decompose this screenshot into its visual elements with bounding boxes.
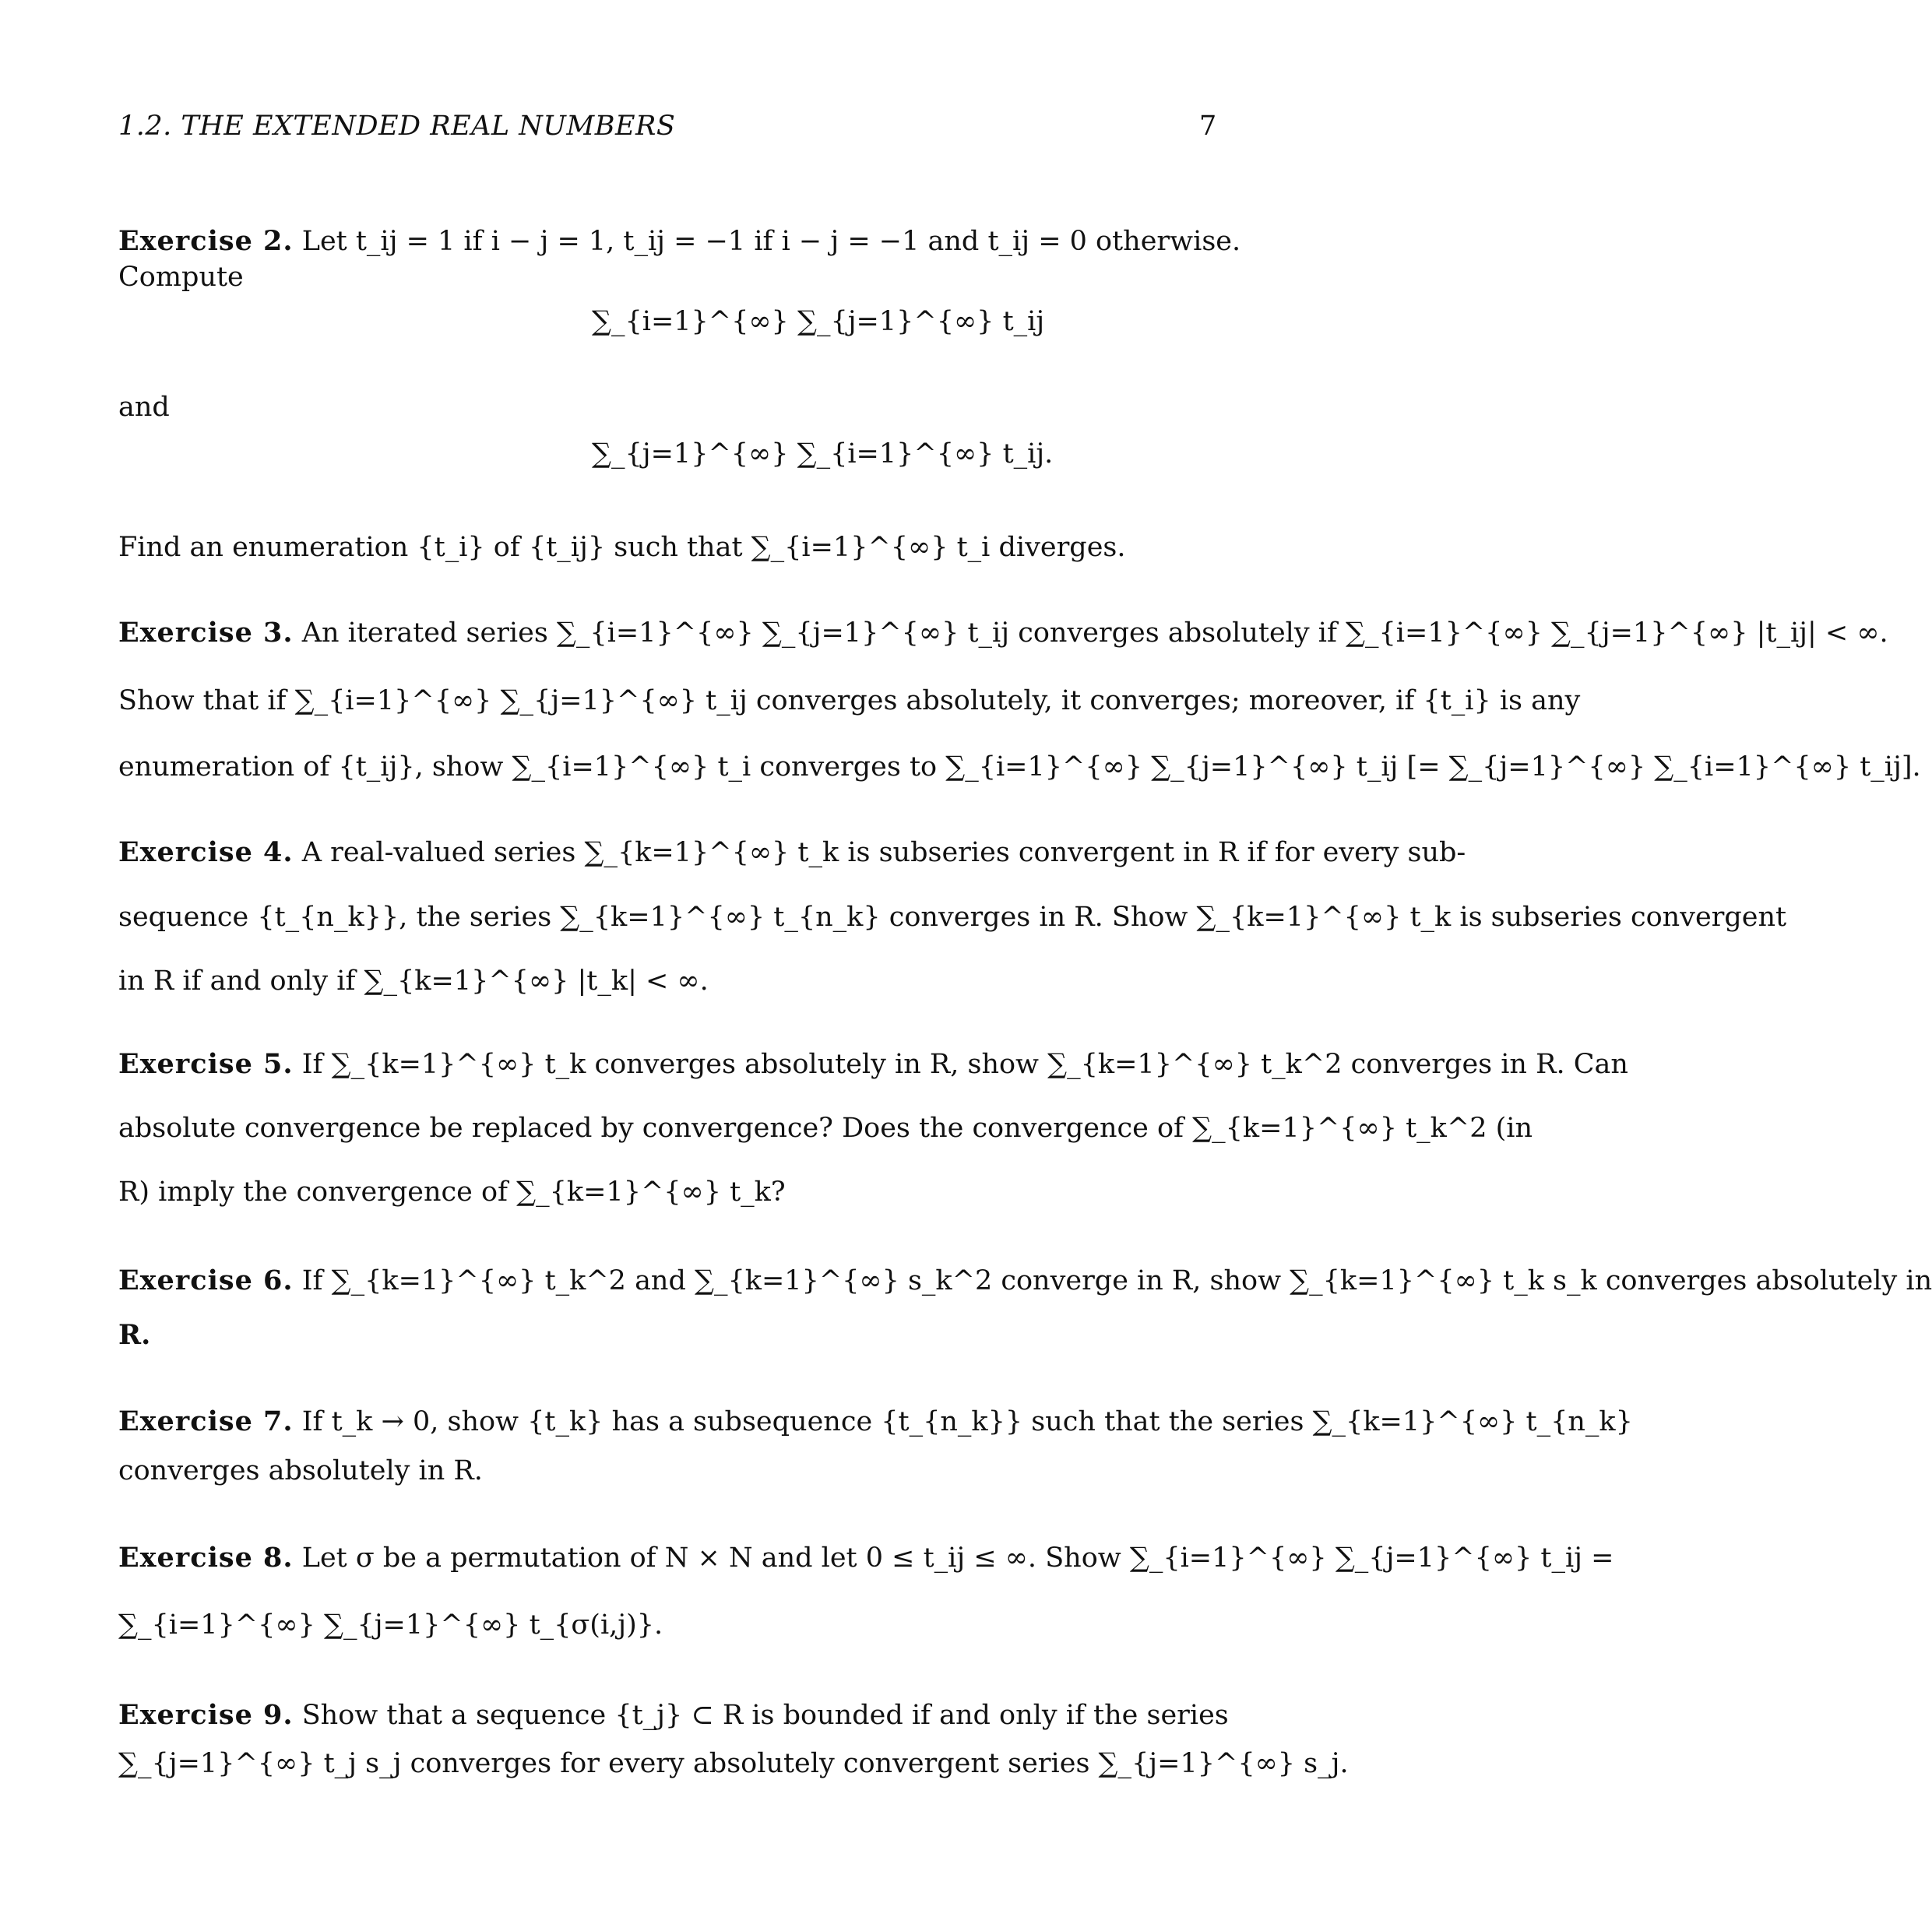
exercise-6-line-2: R. [118, 1319, 151, 1351]
running-header: 1.2. THE EXTENDED REAL NUMBERS [118, 111, 676, 142]
exercise-4-text-1: A real-valued series ∑_{k=1}^{∞} t_k is subseries convergent in R if for every sub- [301, 837, 1466, 868]
exercise-2-text-1: Let t_ij = 1 if i − j = 1, t_ij = −1 if i − j = −1 and t_ij = 0 otherwise. [301, 226, 1241, 257]
exercise-4-line-3: in R if and only if ∑_{k=1}^{∞} |t_k| < ∞. [118, 966, 709, 997]
exercise-3-line-1 [118, 615, 1888, 651]
exercise-7-label: Exercise 7. [118, 1405, 294, 1437]
exercise-2-line-3: Find an enumeration {t_i} of {t_ij} such that ∑_{i=1}^{∞} t_i diverges. [118, 532, 1126, 563]
exercise-6-text-1: If ∑_{k=1}^{∞} t_k^2 and ∑_{k=1}^{∞} s_k^2 converge in R, show ∑_{k=1}^{∞} t_k s_k converges absolutely in [301, 1265, 1932, 1296]
exercise-4-line-1 [118, 835, 1466, 871]
exercise-2-and: and [118, 392, 170, 423]
exercise-4-line-2: sequence {t_{n_k}}, the series ∑_{k=1}^{∞} t_{n_k} converges in R. Show ∑_{k=1}^{∞} t_k is subseries convergent [118, 902, 1787, 933]
exercise-2-line-1 [118, 223, 1241, 259]
exercise-7-text-1: If t_k → 0, show {t_k} has a subsequence {t_{n_k}} such that the series ∑_{k=1}^{∞} t_{n_k} [301, 1406, 1633, 1437]
exercise-3-line-3: enumeration of {t_ij}, show ∑_{i=1}^{∞} t_i converges to ∑_{i=1}^{∞} ∑_{j=1}^{∞} t_ij [= ∑_{j=1}^{∞} ∑_{i=1}^{∞} t_ij]. [118, 751, 1921, 783]
exercise-9-text-1: Show that a sequence {t_j} ⊂ R is bounded if and only if the series [301, 1700, 1229, 1731]
exercise-8-line-1 [118, 1540, 1614, 1576]
exercise-9-line-1 [118, 1697, 1229, 1733]
exercise-8-label: Exercise 8. [118, 1542, 294, 1574]
exercise-7-line-1 [118, 1404, 1633, 1440]
exercise-5-line-2: absolute convergence be replaced by convergence? Does the convergence of ∑_{k=1}^{∞} t_k^2 (in [118, 1113, 1533, 1144]
exercise-2-display-1: ∑_{i=1}^{∞} ∑_{j=1}^{∞} t_ij [592, 306, 1045, 337]
exercise-3-text-1: An iterated series ∑_{i=1}^{∞} ∑_{j=1}^{∞} t_ij converges absolutely if ∑_{i=1}^{∞} ∑_{j=1}^{∞} |t_ij| < ∞. [301, 617, 1888, 649]
exercise-3-label: Exercise 3. [118, 617, 294, 649]
exercise-8-line-2: ∑_{i=1}^{∞} ∑_{j=1}^{∞} t_{σ(i,j)}. [118, 1609, 663, 1641]
exercise-2-label: Exercise 2. [118, 225, 294, 257]
exercise-3-line-2: Show that if ∑_{i=1}^{∞} ∑_{j=1}^{∞} t_ij converges absolutely, it converges; moreover, if {t_i} is any [118, 685, 1581, 716]
exercise-7-line-2: converges absolutely in R. [118, 1455, 483, 1486]
exercise-4-label: Exercise 4. [118, 836, 294, 868]
exercise-5-line-3: R) imply the convergence of ∑_{k=1}^{∞} t_k? [118, 1177, 786, 1208]
exercise-9-line-2: ∑_{j=1}^{∞} t_j s_j converges for every absolutely convergent series ∑_{j=1}^{∞} s_j. [118, 1748, 1349, 1779]
exercise-6-line-1 [118, 1263, 1932, 1299]
exercise-2-line-2: Compute [118, 262, 244, 293]
exercise-9-label: Exercise 9. [118, 1699, 294, 1731]
exercise-8-text-1: Let σ be a permutation of N × N and let 0 ≤ t_ij ≤ ∞. Show ∑_{i=1}^{∞} ∑_{j=1}^{∞} t_ij = [301, 1542, 1614, 1574]
page-number: 7 [1199, 111, 1217, 142]
exercise-5-line-1 [118, 1046, 1628, 1082]
exercise-5-label: Exercise 5. [118, 1048, 294, 1080]
exercise-6-label: Exercise 6. [118, 1265, 294, 1296]
exercise-2-display-2: ∑_{j=1}^{∞} ∑_{i=1}^{∞} t_ij. [592, 438, 1054, 470]
exercise-5-text-1: If ∑_{k=1}^{∞} t_k converges absolutely in R, show ∑_{k=1}^{∞} t_k^2 converges in R. Can [301, 1049, 1628, 1080]
